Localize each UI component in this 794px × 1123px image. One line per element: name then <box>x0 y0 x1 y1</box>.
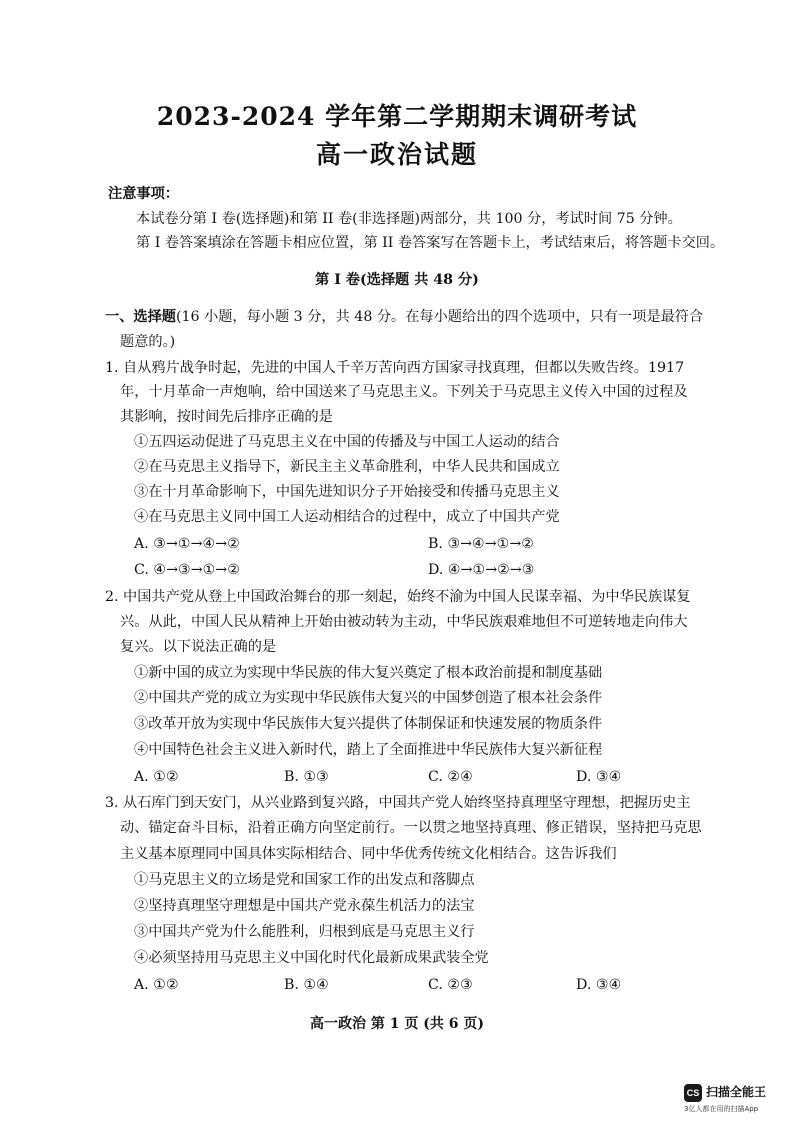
section-heading: 第 I 卷(选择题 共 48 分) <box>315 272 479 288</box>
notice-heading: 注意事项： <box>108 186 179 202</box>
part-intro-line-1 <box>105 307 703 327</box>
question-2-item: ④中国特色社会主义进入新时代，踏上了全面推进中华民族伟大复兴新征程 <box>134 742 603 758</box>
question-2-option-b[interactable]: B. ①③ <box>284 769 329 785</box>
question-3-stem-line: 主义基本原理同中国具体实际相结合、同中华优秀传统文化相结合。这告诉我们 <box>120 846 617 862</box>
question-1-stem-line: 1. 自从鸦片战争时起，先进的中国人千辛万苦向西方国家寻找真理，但都以失败告终。1917 <box>105 360 685 376</box>
exam-subtitle: 高一政治试题 <box>315 140 478 169</box>
question-1-option-c[interactable]: C. ④→③→①→② <box>134 562 240 578</box>
question-2-item: ①新中国的成立为实现中华民族的伟大复兴奠定了根本政治前提和制度基础 <box>134 665 603 681</box>
question-1-option-b[interactable]: B. ③→④→①→② <box>428 536 534 552</box>
question-1-item: ④在马克思主义同中国工人运动相结合的过程中，成立了中国共产党 <box>134 509 560 525</box>
page-footer: 高一政治 第 1 页 (共 6 页) <box>310 1016 484 1032</box>
question-2-stem-line: 复兴。以下说法正确的是 <box>120 639 277 655</box>
question-1-stem-line: 其影响，按时间先后排序正确的是 <box>120 409 333 425</box>
question-1-item: ③在十月革命影响下，中国先进知识分子开始接受和传播马克思主义 <box>134 484 560 500</box>
question-3-stem-line: 动、锚定奋斗目标，沿着正确方向坚定前行。一以贯之地坚持真理、修正错误，坚持把马克思 <box>120 820 702 836</box>
question-3-option-a[interactable]: A. ①② <box>134 977 179 993</box>
part-intro-line-2: 题意的。) <box>120 334 176 350</box>
part-intro-label: 一、选择题 <box>105 309 176 325</box>
notice-line-2: 第 I 卷答案填涂在答题卡相应位置，第 II 卷答案写在答题卡上，考试结束后，将答题卡交回。 <box>136 235 725 251</box>
question-3-option-b[interactable]: B. ①④ <box>284 977 329 993</box>
question-3-item: ③中国共产党为什么能胜利，归根到底是马克思主义行 <box>134 924 475 940</box>
camscanner-name: 扫描全能王 <box>706 1085 767 1099</box>
question-3-item: ①马克思主义的立场是党和国家工作的出发点和落脚点 <box>134 872 475 888</box>
question-1-item: ①五四运动促进了马克思主义在中国的传播及与中国工人运动的结合 <box>134 434 560 450</box>
camscanner-logo-icon: CS <box>684 1084 702 1102</box>
question-1-item: ②在马克思主义指导下，新民主主义革命胜利，中华人民共和国成立 <box>134 459 560 475</box>
question-2-option-a[interactable]: A. ①② <box>134 769 179 785</box>
question-1-stem-line: 年，十月革命一声炮响，给中国送来了马克思主义。下列关于马克思主义传入中国的过程及 <box>120 384 688 400</box>
question-2-option-d[interactable]: D. ③④ <box>576 769 622 785</box>
question-2-stem-line: 2. 中国共产党从登上中国政治舞台的那一刻起，始终不渝为中国人民谋幸福、为中华民族谋复 <box>105 589 691 605</box>
question-2-item: ②中国共产党的成立为实现中华民族伟大复兴的中国梦创造了根本社会条件 <box>134 690 603 706</box>
question-2-item: ③改革开放为实现中华民族伟大复兴提供了体制保证和快速发展的物质条件 <box>134 716 603 732</box>
question-3-option-d[interactable]: D. ③④ <box>576 977 622 993</box>
exam-title: 2023-2024 学年第二学期期末调研考试 <box>156 102 638 131</box>
question-3-item: ④必须坚持用马克思主义中国化时代化最新成果武装全党 <box>134 950 489 966</box>
part-intro-rest: (16 小题，每小题 3 分，共 48 分。在每小题给出的四个选项中，只有一项是最符合 <box>175 309 704 325</box>
question-1-option-d[interactable]: D. ④→①→②→③ <box>428 562 535 578</box>
question-3-option-c[interactable]: C. ②③ <box>428 977 473 993</box>
question-2-option-c[interactable]: C. ②④ <box>428 769 473 785</box>
question-1-option-a[interactable]: A. ③→①→④→② <box>134 536 240 552</box>
question-2-stem-line: 兴。从此，中国人民从精神上开始由被动转为主动，中华民族艰难地但不可逆转地走向伟大 <box>120 614 688 630</box>
question-3-item: ②坚持真理坚守理想是中国共产党永葆生机活力的法宝 <box>134 898 475 914</box>
camscanner-tagline: 3亿人都在用的扫描App <box>684 1105 759 1113</box>
question-3-stem-line: 3. 从石库门到天安门，从兴业路到复兴路，中国共产党人始终坚持真理坚守理想，把握历史主 <box>105 795 691 811</box>
notice-line-1: 本试卷分第 I 卷(选择题)和第 II 卷(非选择题)两部分，共 100 分，考试时间 75 分钟。 <box>136 211 682 227</box>
